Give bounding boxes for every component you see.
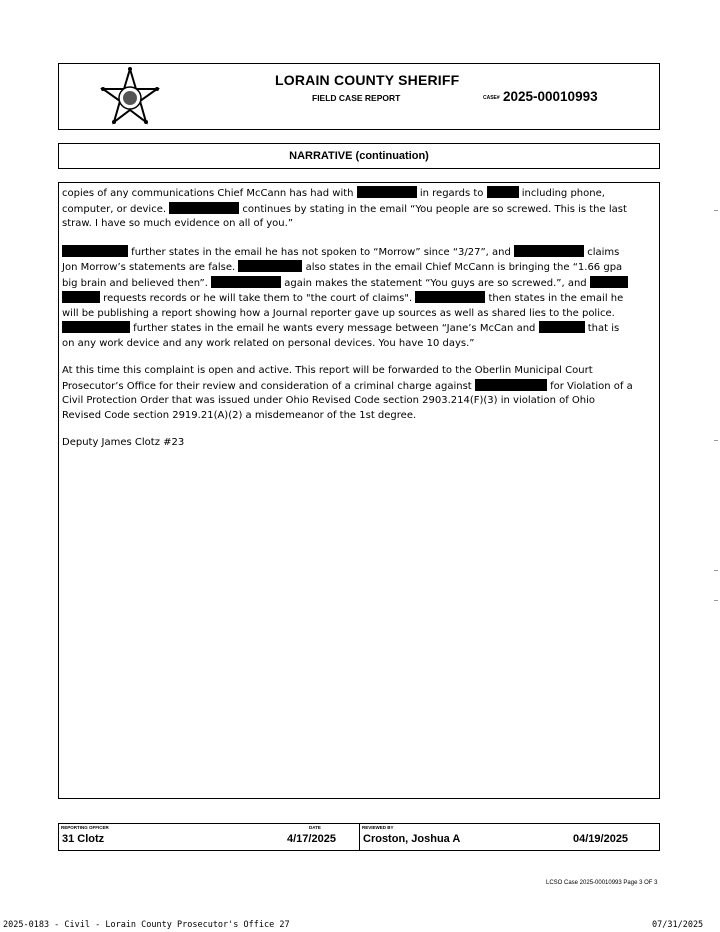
signature-box — [58, 823, 660, 851]
sheriff-star-badge-icon — [99, 67, 161, 129]
redaction-block — [62, 245, 128, 257]
report-date: 4/17/2025 — [287, 833, 336, 845]
reviewed-date: 04/19/2025 — [573, 833, 629, 845]
reporting-officer-label: REPORTING OFFICER — [61, 825, 109, 830]
narrative-text-run: continues by stating in the email “You people are so screwed. This is the last straw. I have so much evidence on all of you.” — [62, 203, 627, 229]
bates-label: 2025-0183 - Civil - Lorain County Prosecutor's Office 27 — [3, 920, 290, 930]
redaction-block — [487, 186, 519, 198]
narrative-text-run: requests records or he will take them to "the court of claims". — [100, 293, 416, 304]
redaction-block — [62, 321, 130, 333]
narrative-text-run: At this time this complaint is open and active. This report will be forwarded to the Oberlin Municipal Court Prosecutor’s Office for their review and consideration of a criminal charge against — [62, 365, 593, 392]
narrative-text-run: claims Jon Morrow’s statements are false. — [62, 246, 620, 273]
narrative-paragraph — [62, 436, 634, 451]
narrative-paragraph — [62, 364, 634, 423]
redaction-block — [211, 276, 281, 288]
scan-mark — [714, 570, 718, 571]
narrative-text-run: further states in the email he has not spoken to “Morrow” since “3/27”, and — [128, 246, 515, 258]
reviewed-by-label: REVIEWED BY — [362, 825, 394, 830]
narrative-text-run: that is on any work device and any work related on personal devices. You have 10 days.” — [62, 323, 620, 349]
case-number: 2025-00010993 — [503, 89, 598, 104]
page-note: LCSO Case 2025-00010993 Page 3 OF 3 — [546, 880, 658, 886]
redaction-block — [539, 321, 585, 333]
section-title-box — [58, 143, 660, 169]
agency-title: LORAIN COUNTY SHERIFF — [275, 72, 460, 88]
narrative-box — [58, 182, 660, 799]
narrative-text-run: also states in the email Chief McCann is bringing the “1.66 gpa big brain and believed then”. — [62, 262, 623, 289]
narrative-text — [62, 186, 634, 464]
scan-mark — [714, 600, 718, 601]
redaction-block — [62, 291, 100, 303]
reviewed-by: Croston, Joshua A — [363, 833, 461, 845]
narrative-text-run: including phone, computer, or device. — [62, 188, 605, 215]
narrative-text-run: in regards to — [416, 188, 487, 199]
redaction-block — [357, 186, 417, 198]
redaction-block — [238, 260, 302, 272]
print-date: 07/31/2025 — [652, 920, 704, 930]
narrative-text-run: further states in the email he wants every message between “Jane’s McCan and — [130, 323, 539, 334]
narrative-text-run: again makes the statement “You guys are so screwed.”, and — [281, 277, 590, 289]
narrative-text-run: for Violation of a Civil Protection Order that was issued under Ohio Revised Code section 2903.214(F)(3) in violation of Ohio Revised Code section 2919.21(A)(2) a misdemeanor of the 1st degree. — [62, 380, 633, 421]
redaction-block — [415, 291, 485, 303]
redaction-block — [169, 202, 239, 214]
section-title: NARRATIVE (continuation) — [289, 150, 429, 162]
redaction-block — [514, 245, 584, 257]
header-box — [58, 63, 660, 130]
narrative-text-run: Deputy James Clotz #23 — [62, 437, 185, 448]
narrative-text-run: then states in the email he will be publishing a report showing how a Journal reporter gave up sources as well as shared lies to the police. — [62, 293, 624, 319]
scan-mark — [714, 210, 718, 211]
reporting-officer: 31 Clotz — [62, 833, 105, 845]
report-type: FIELD CASE REPORT — [312, 93, 401, 103]
redaction-block — [590, 276, 628, 288]
date-label: DATE — [309, 825, 321, 830]
redaction-block — [475, 379, 547, 391]
footer-divider — [359, 824, 360, 850]
narrative-paragraph — [62, 186, 634, 232]
scan-mark — [714, 440, 718, 441]
narrative-text-run: copies of any communications Chief McCann has had with — [62, 188, 357, 199]
case-label: CASE# — [483, 95, 500, 101]
narrative-paragraph — [62, 245, 634, 352]
